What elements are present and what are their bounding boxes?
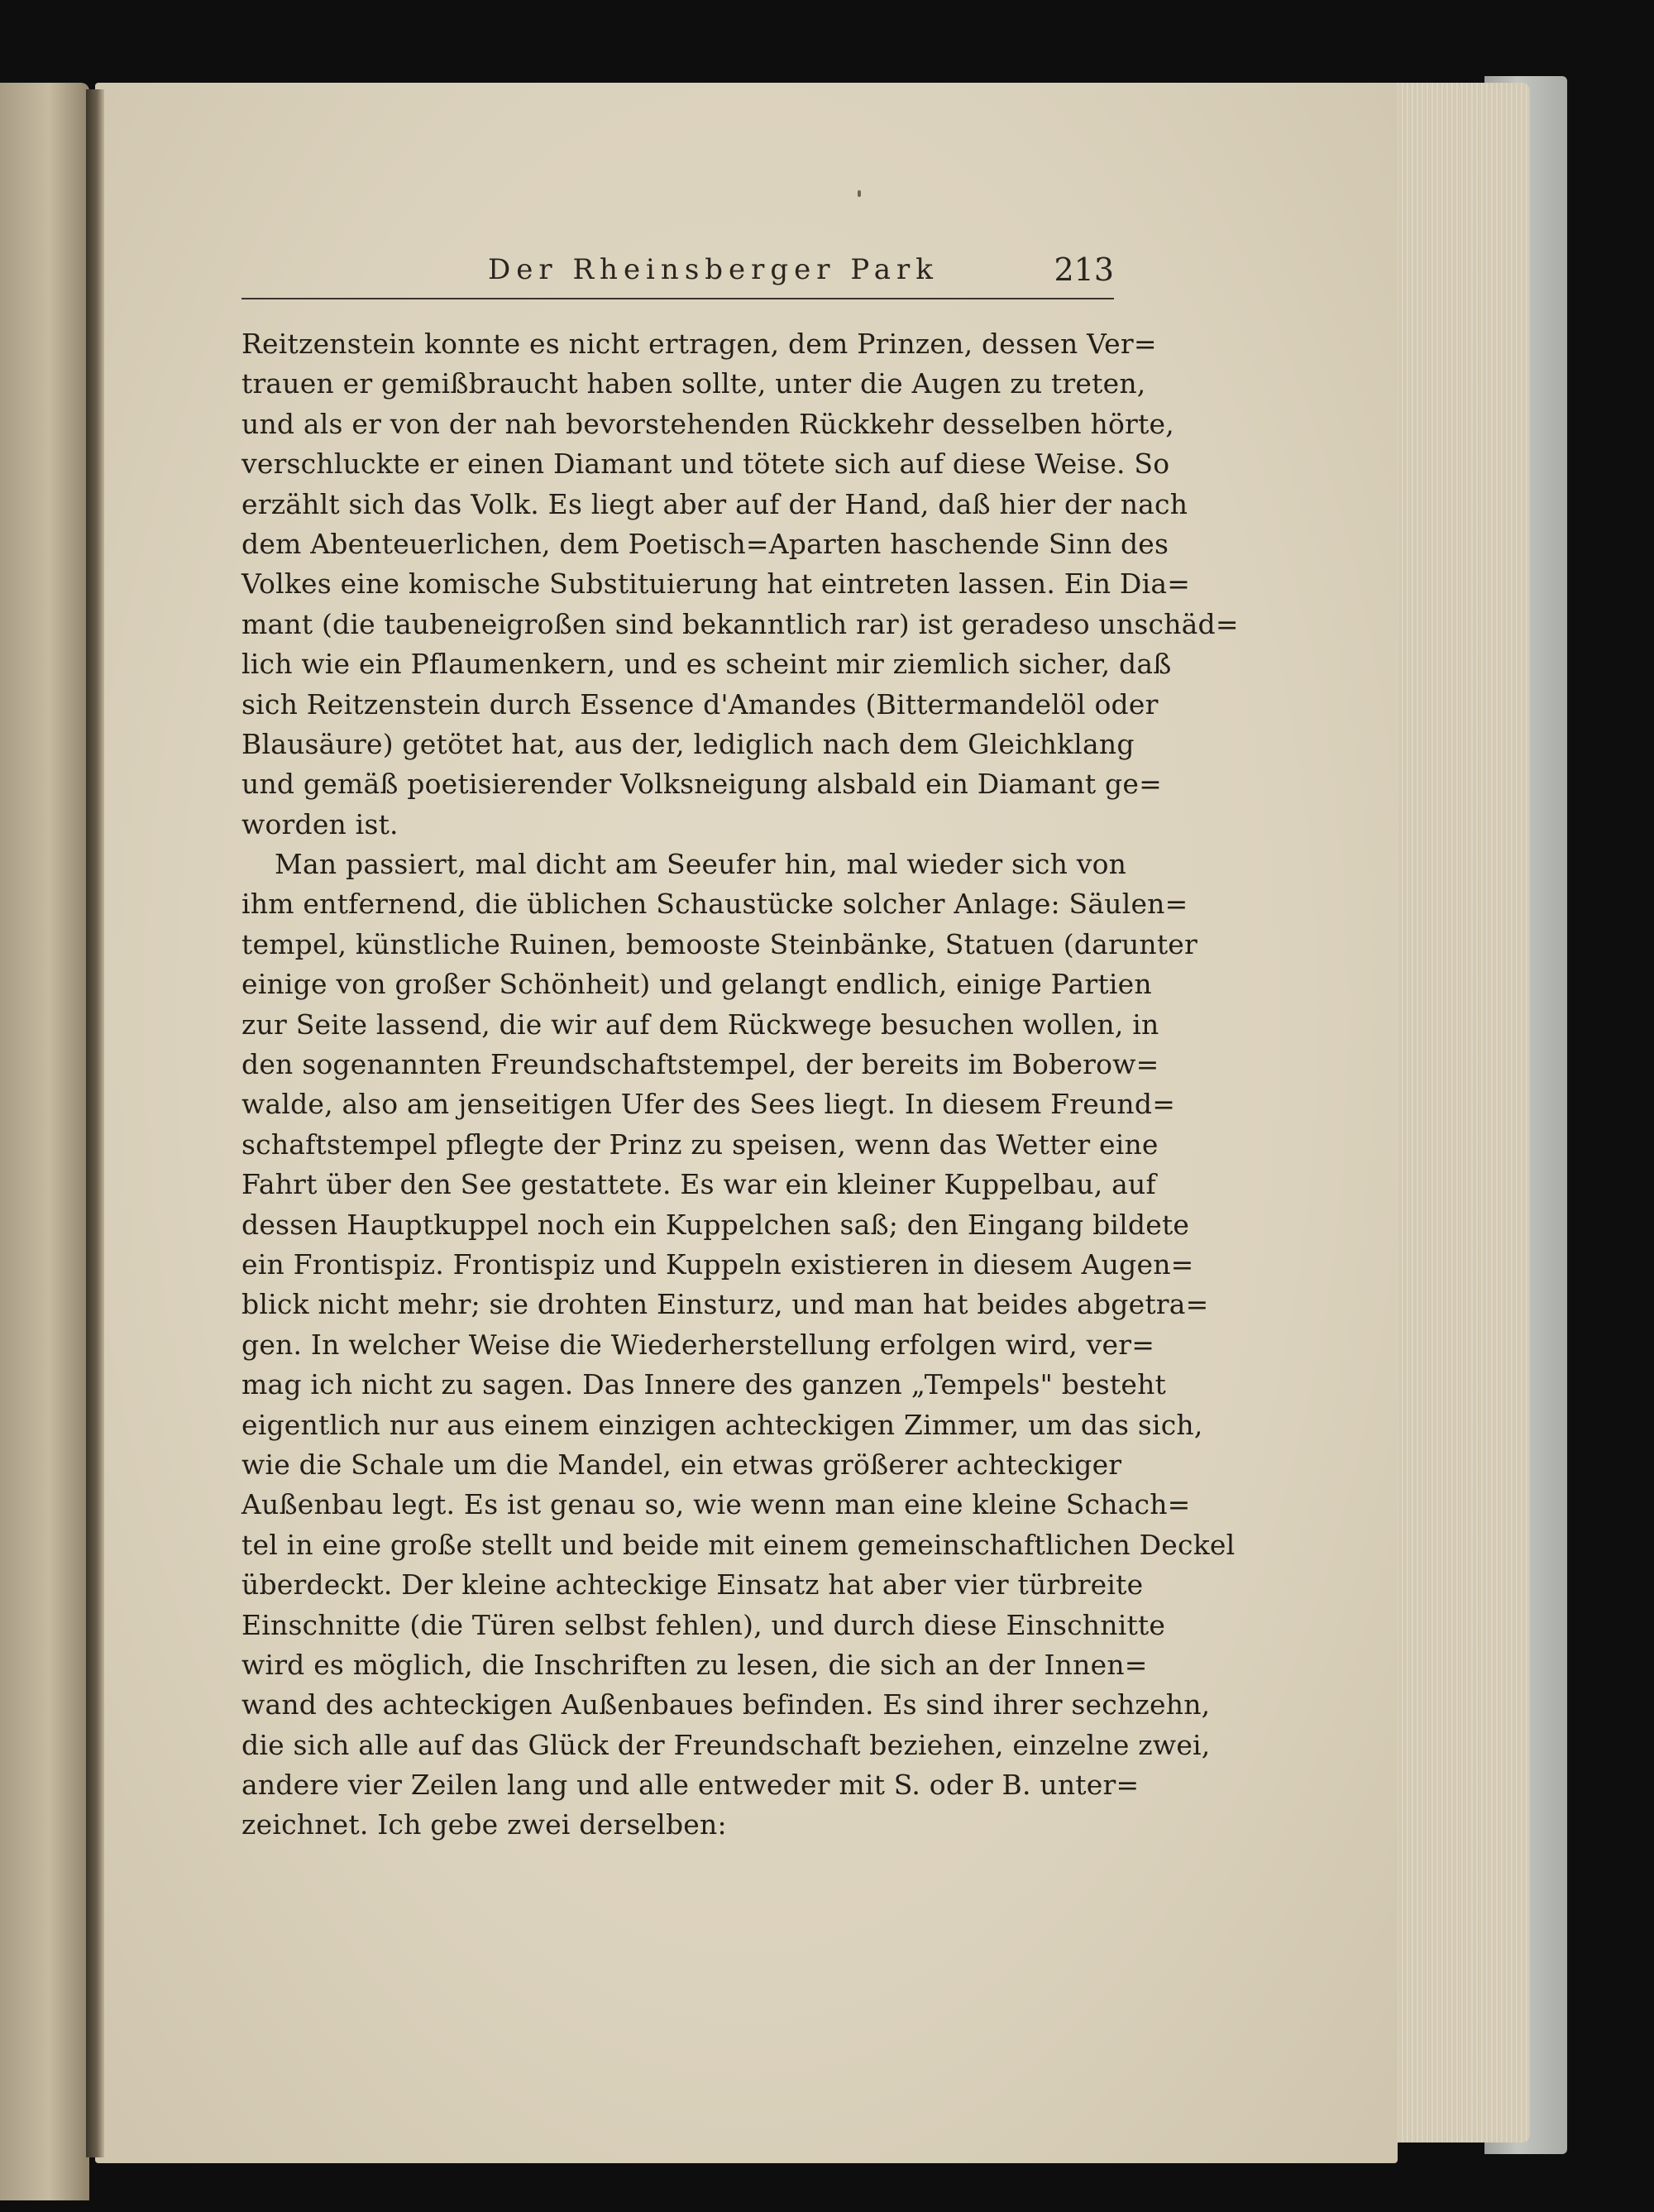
text-line: tempel, künstliche Ruinen, bemooste Steinbänke, Statuen (darunter	[241, 927, 1198, 960]
text-line: und als er von der nah bevorstehenden Rückkehr desselben hörte,	[241, 407, 1174, 440]
text-line: worden ist.	[241, 807, 399, 840]
text-line: dessen Hauptkuppel noch ein Kuppelchen saß; den Eingang bildete	[241, 1208, 1190, 1241]
text-line: mag ich nicht zu sagen. Das Innere des ganzen „Tempels" besteht	[241, 1368, 1166, 1401]
text-line: zur Seite lassend, die wir auf dem Rückwege besuchen wollen, in	[241, 1008, 1159, 1041]
text-line: Außenbau legt. Es ist genau so, wie wenn man eine kleine Schach=	[241, 1488, 1191, 1521]
text-line: andere vier Zeilen lang und alle entweder mit S. oder B. unter=	[241, 1769, 1140, 1802]
text-line: wird es möglich, die Inschriften zu lesen, die sich an der Innen=	[241, 1648, 1148, 1681]
text-line: den sogenannten Freundschaftstempel, der bereits im Boberow=	[241, 1048, 1159, 1081]
text-line: Blausäure) getötet hat, aus der, lediglich nach dem Gleichklang	[241, 727, 1135, 760]
text-line: walde, also am jenseitigen Ufer des Sees liegt. In diesem Freund=	[241, 1088, 1176, 1121]
book-gutter	[86, 89, 104, 2157]
page-block-edge	[1389, 83, 1530, 2143]
text-line: erzählt sich das Volk. Es liegt aber auf der Hand, daß hier der nach	[241, 487, 1188, 520]
text-line: Reitzenstein konnte es nicht ertragen, dem Prinzen, dessen Ver=	[241, 328, 1157, 360]
text-line: mant (die taubeneigroßen sind bekanntlich rar) ist geradeso unschäd=	[241, 607, 1239, 640]
text-line: dem Abenteuerlichen, dem Poetisch=Aparten haschende Sinn des	[241, 527, 1169, 560]
text-line: Man passiert, mal dicht am Seeufer hin, mal wieder sich von	[275, 848, 1127, 881]
body-text	[241, 324, 1239, 1846]
text-line: Volkes eine komische Substituierung hat eintreten lassen. Ein Dia=	[241, 567, 1191, 601]
text-line: ein Frontispiz. Frontispiz und Kuppeln existieren in diesem Augen=	[241, 1247, 1194, 1281]
left-page-edge	[0, 83, 89, 2200]
text-line: und gemäß poetisierender Volksneigung alsbald ein Diamant ge=	[241, 768, 1162, 801]
page-number: 213	[1054, 251, 1114, 288]
text-line: schaftstempel pflegte der Prinz zu speisen, wenn das Wetter eine	[241, 1128, 1159, 1161]
text-line: gen. In welcher Weise die Wiederherstellung erfolgen wird, ver=	[241, 1328, 1155, 1361]
running-title: Der Rheinsberger Park	[488, 253, 939, 286]
text-line: überdeckt. Der kleine achteckige Einsatz hat aber vier türbreite	[241, 1568, 1144, 1602]
text-line: ihm entfernend, die üblichen Schaustücke solcher Anlage: Säulen=	[241, 888, 1188, 921]
text-line: Fahrt über den See gestattete. Es war ein kleiner Kuppelbau, auf	[241, 1168, 1156, 1201]
text-line: sich Reitzenstein durch Essence d'Amandes (Bittermandelöl oder	[241, 687, 1159, 721]
text-line: wand des achteckigen Außenbaues befinden. Es sind ihrer sechzehn,	[241, 1688, 1211, 1721]
text-line: Einschnitte (die Türen selbst fehlen), und durch diese Einschnitte	[241, 1608, 1166, 1641]
text-line: wie die Schale um die Mandel, ein etwas größerer achteckiger	[241, 1448, 1122, 1481]
text-line: tel in eine große stellt und beide mit einem gemeinschaftlichen Deckel	[241, 1528, 1236, 1561]
text-line: eigentlich nur aus einem einzigen achteckigen Zimmer, um das sich,	[241, 1408, 1203, 1441]
text-line: zeichnet. Ich gebe zwei derselben:	[241, 1808, 727, 1841]
text-line: einige von großer Schönheit) und gelangt endlich, einige Partien	[241, 968, 1152, 1001]
text-line: die sich alle auf das Glück der Freundschaft beziehen, einzelne zwei,	[241, 1728, 1211, 1761]
text-line: trauen er gemißbraucht haben sollte, unter die Augen zu treten,	[241, 367, 1146, 400]
text-line: blick nicht mehr; sie drohten Einsturz, und man hat beides abgetra=	[241, 1288, 1209, 1321]
text-line: verschluckte er einen Diamant und tötete sich auf diese Weise. So	[241, 448, 1170, 481]
paper-speck	[858, 190, 861, 197]
running-head	[241, 248, 1114, 299]
text-line: lich wie ein Pflaumenkern, und es scheint mir ziemlich sicher, daß	[241, 648, 1172, 681]
